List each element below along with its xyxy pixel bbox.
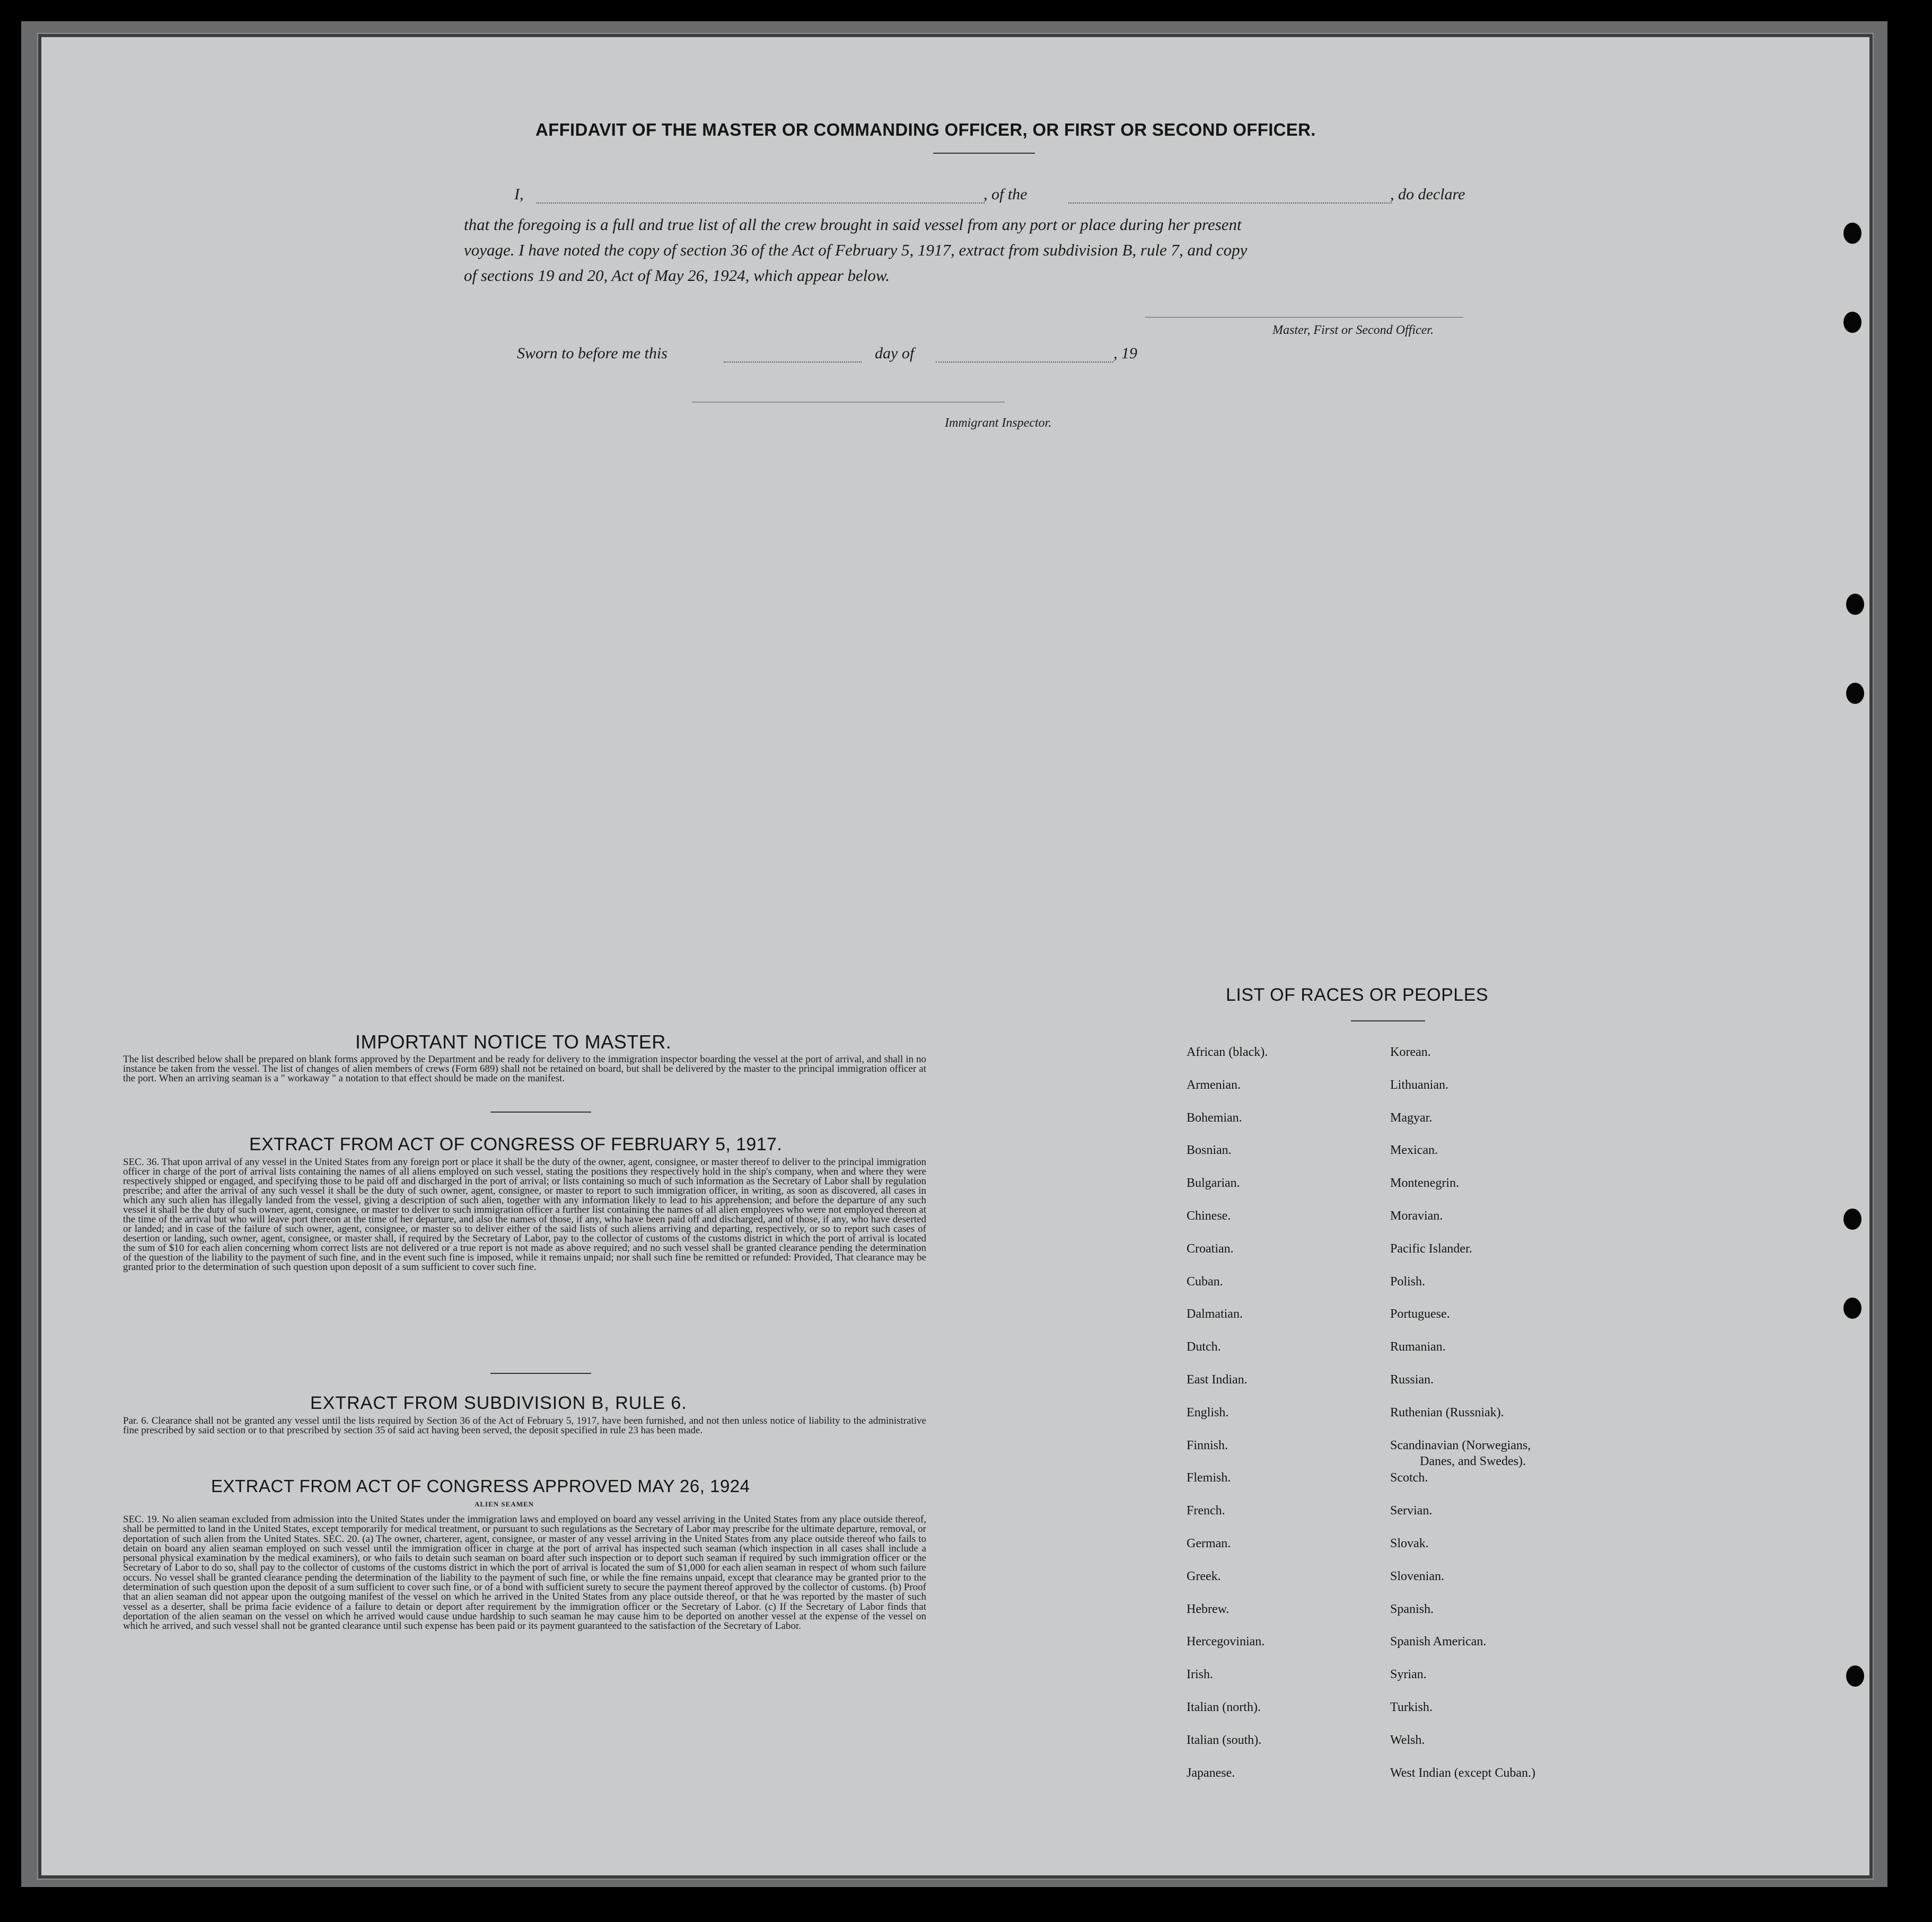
- punch-hole: [1843, 1298, 1861, 1319]
- punch-hole: [1843, 223, 1861, 244]
- affidavit-title: AFFIDAVIT OF THE MASTER OR COMMANDING OFFICER, OR FIRST OR SECOND OFFICER.: [535, 120, 1316, 139]
- race-item: Ruthenian (Russniak).: [1390, 1405, 1504, 1420]
- punch-hole: [1846, 594, 1864, 615]
- race-item: Spanish American.: [1390, 1635, 1487, 1649]
- race-item: Bosnian.: [1187, 1143, 1232, 1158]
- race-item: Dutch.: [1187, 1340, 1221, 1354]
- divider: [490, 1112, 591, 1113]
- race-item: Turkish.: [1390, 1700, 1433, 1714]
- race-item: Rumanian.: [1390, 1340, 1446, 1354]
- race-item: Irish.: [1187, 1668, 1213, 1682]
- race-item: Moravian.: [1390, 1209, 1443, 1223]
- race-item: Croatian.: [1187, 1241, 1234, 1256]
- race-item: Slovenian.: [1390, 1569, 1444, 1583]
- extract-rule6-body: Par. 6. Clearance shall not be granted any vessel until the lists required by Section 36 of the Act of February 5, 1917, have been furnished, and not then unless notice of liability to the administrative fine prescribed by said section or to that prescribed by section 35 of said act having been served, the deposit specified in rule 23 has been made.: [123, 1415, 926, 1436]
- of-the-label: , of the: [983, 186, 1028, 203]
- race-item: Scotch.: [1390, 1471, 1428, 1485]
- extract-1917-body: SEC. 36. That upon arrival of any vessel in the United States from any foreign port or place it shall be the duty of the owner, agent, consignee, or master thereof to deliver to the principal immigration officer in charge of the port of arrival lists containing the names of all aliens employed on such vessel, stating the positions they respectively hold in the ship's company, when and where they were respectively shipped or engaged, and specifying those to be paid off and discharged in the port of arrival; or lists containing so much of such information as the Secretary of Labor shall by regulation prescribe; and after the arrival of any such vessel it shall be the duty of such owner, agent, consignee, or master to report to such immigration officer, in writing, as soon as discovered, all cases in which any such alien has illegally landed from the vessel, giving a description of such alien, together with any information likely to lead to his apprehension; and before the departure of any such vessel it shall be the duty of such owner, agent, consignee, or master to deliver to such immigration officer a further list containing the names of all alien employees who were not employed thereon at the time of the arrival but who will leave port thereon at the time of her departure, and also the names of those, if any, who have been paid off and discharged, and of those, if any, who have deserted or landed; and in case of the failure of such owner, agent, consignee, or master so to deliver either of the said lists of such aliens arriving and departing, respectively, or so to report such cases of desertion or landing, such owner, agent, consignee, or master shall, if required by the Secretary of Labor, pay to the collector of customs of the customs district in which the port of arrival is located the sum of $10 for each alien concerning whom correct lists are not delivered or a true report is not made as above required; and no such vessel shall be granted clearance pending the determination of the question of the liability to the payment of such fine, and in the event such fine is imposed, while it remains unpaid; nor shall such fine be remitted or refunded: Provided, That clearance may be granted prior to the determination of such question upon deposit of a sum sufficient to cover such fine.: [123, 1157, 926, 1273]
- race-item: English.: [1187, 1405, 1229, 1420]
- race-item: Flemish.: [1187, 1471, 1231, 1485]
- race-item: Russian.: [1390, 1372, 1434, 1387]
- race-item: Scandinavian (Norwegians,: [1390, 1438, 1531, 1452]
- inspector-caption: Immigrant Inspector.: [945, 416, 1052, 430]
- extract-1917-title: EXTRACT FROM ACT OF CONGRESS OF FEBRUARY 5, 1917.: [249, 1134, 783, 1154]
- sworn-label: Sworn to before me this: [517, 345, 668, 362]
- race-item: Spanish.: [1390, 1602, 1434, 1616]
- sworn-month-field[interactable]: [936, 362, 1113, 363]
- race-item: African (black).: [1187, 1045, 1268, 1059]
- affidavit-declaration-row: [514, 186, 1522, 207]
- race-item: Greek.: [1187, 1569, 1221, 1583]
- race-item: Slovak.: [1390, 1536, 1429, 1550]
- punch-hole: [1846, 683, 1864, 704]
- vessel-field[interactable]: [1068, 202, 1392, 204]
- divider: [490, 1373, 591, 1374]
- affidavit-statement: [464, 212, 1247, 288]
- race-item: Hebrew.: [1187, 1602, 1230, 1616]
- race-item: Cuban.: [1187, 1274, 1223, 1289]
- notice-body: The list described below shall be prepared on blank forms approved by the Department and be ready for delivery to the immigration inspector boarding the vessel at the port of arrival, and shall in no instance be taken from the vessel. The list of changes of alien members of crews (Form 689) shall not be retained on board, but shall be delivered by the master to the principal immigration officer at the port. When an arriving seaman is a " workaway " a notation to that effect should be made on the manifest.: [123, 1054, 926, 1084]
- races-title-rule: [1351, 1020, 1425, 1021]
- race-item: Bulgarian.: [1187, 1176, 1240, 1191]
- statement-line: that the foregoing is a full and true list of all the crew brought in said vessel from any port or place during her present: [464, 215, 1242, 234]
- race-item: Mexican.: [1390, 1143, 1438, 1158]
- extract-1924-body: SEC. 19. No alien seaman excluded from admission into the United States under the immigration laws and employed on board any vessel arriving in the United States from any place outside thereof, shall be permitted to land in the United States, except temporarily for medical treatment, or pursuant to such regulations as the Secretary of Labor may prescribe for the ultimate departure, removal, or deportation of such alien from the United States. SEC. 20. (a) The owner, charterer, agent, consignee, or master of any vessel arriving in the United States from any place outside thereof who fails to detain on board any alien seaman employed on such vessel until the immigration officer in charge at the port of arrival has inspected such seaman (which inspection in all cases shall include a personal physical examination by the medical examiners), or who fails to detain such seaman on board after such inspection or to deport such seaman if required by such immigration officer or the Secretary of Labor to do so, shall pay to the collector of customs of the customs district in which the port of arrival is located the sum of $1,000 for each alien seaman in respect of whom such failure occurs. No vessel shall be granted clearance pending the determination of the liability to the payment of such fine, or while the fine remains unpaid, except that clearance may be granted prior to the determination of such question upon the deposit of a sum sufficient to cover such fine, or of a bond with sufficient surety to secure the payment thereof approved by the collector of customs. (b) Proof that an alien seaman did not appear upon the outgoing manifest of the vessel on which he arrived in the United States from any place outside thereof, or that he was reported by the master of such vessel as a deserter, shall be prima facie evidence of a failure to detain or deport after requirement by the immigration officer or the Secretary of Labor. (c) If the Secretary of Labor finds that deportation of the alien seaman on the vessel on which he arrived would cause undue hardship to such seaman he may cause him to be deported on another vessel at the expense of the vessel on which he arrived, and such vessel shall not be granted clearance until such expense has been paid or its payment guaranteed to the satisfaction of the Secretary of Labor.: [123, 1514, 926, 1632]
- race-item: German.: [1187, 1536, 1231, 1550]
- race-item: Magyar.: [1390, 1110, 1433, 1125]
- races-title: LIST OF RACES OR PEOPLES: [1226, 985, 1489, 1005]
- punch-hole: [1843, 1209, 1861, 1230]
- statement-line: of sections 19 and 20, Act of May 26, 1924, which appear below.: [464, 266, 890, 285]
- name-field[interactable]: [537, 202, 985, 204]
- statement-line: voyage. I have noted the copy of section 36 of the Act of February 5, 1917, extract from subdivision B, rule 7, and copy: [464, 241, 1248, 259]
- race-item: Pacific Islander.: [1390, 1241, 1472, 1256]
- race-item: Polish.: [1390, 1274, 1426, 1289]
- race-item: Lithuanian.: [1390, 1078, 1448, 1092]
- sworn-day-field[interactable]: [724, 362, 862, 363]
- race-item: Chinese.: [1187, 1209, 1231, 1223]
- extract-rule6-title: EXTRACT FROM SUBDIVISION B, RULE 6.: [310, 1393, 687, 1413]
- i-label: I,: [514, 186, 524, 203]
- race-item: Syrian.: [1390, 1668, 1427, 1682]
- race-item: Bohemian.: [1187, 1110, 1242, 1125]
- race-item: Dalmatian.: [1187, 1307, 1243, 1321]
- race-item: Welsh.: [1390, 1733, 1425, 1747]
- do-declare-label: , do declare: [1390, 186, 1465, 203]
- day-of-label: day of: [875, 345, 915, 362]
- race-item: Portuguese.: [1390, 1307, 1450, 1321]
- race-item: Danes, and Swedes).: [1420, 1454, 1526, 1468]
- master-signature-caption: Master, First or Second Officer.: [1272, 323, 1434, 337]
- punch-hole: [1843, 312, 1861, 333]
- race-item: Finnish.: [1187, 1438, 1228, 1452]
- race-item: Montenegrin.: [1390, 1176, 1459, 1191]
- race-item: Italian (south).: [1187, 1733, 1262, 1747]
- race-item: Hercegovinian.: [1187, 1635, 1265, 1649]
- year-label: , 19: [1113, 345, 1137, 362]
- race-item: Servian.: [1390, 1504, 1433, 1518]
- race-item: French.: [1187, 1504, 1225, 1518]
- notice-title: IMPORTANT NOTICE TO MASTER.: [355, 1031, 672, 1053]
- extract-1924-title: EXTRACT FROM ACT OF CONGRESS APPROVED MAY 26, 1924: [211, 1476, 750, 1496]
- race-item: East Indian.: [1187, 1372, 1248, 1387]
- extract-1924-subtitle: ALIEN SEAMEN: [475, 1500, 534, 1508]
- race-item: Italian (north).: [1187, 1700, 1261, 1714]
- sworn-row: [517, 345, 1153, 366]
- races-column-1: [1187, 1044, 1268, 1797]
- race-item: West Indian (except Cuban.): [1390, 1766, 1535, 1780]
- races-column-2: [1390, 1044, 1535, 1797]
- race-item: Japanese.: [1187, 1766, 1235, 1780]
- race-item: Korean.: [1390, 1045, 1431, 1059]
- master-signature-field[interactable]: [1145, 317, 1463, 318]
- race-item: Armenian.: [1187, 1078, 1241, 1092]
- affidavit-title-rule: [933, 153, 1035, 154]
- punch-hole: [1846, 1665, 1864, 1687]
